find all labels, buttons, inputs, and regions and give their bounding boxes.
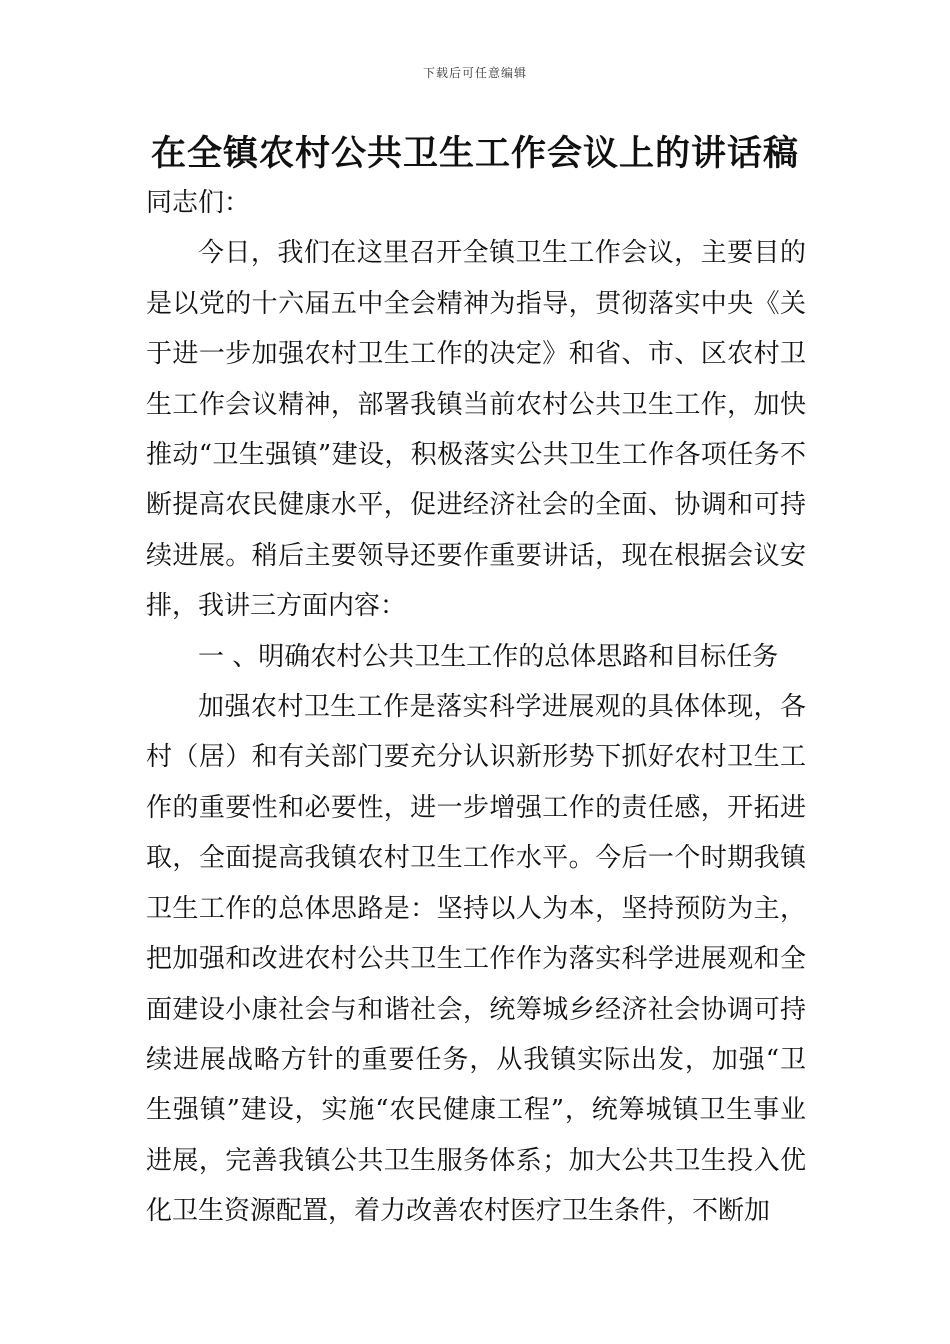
document-title: 在全镇农村公共卫生工作会议上的讲话稿 bbox=[150, 134, 799, 174]
paragraph-intro: 今日，我们在这里召开全镇卫生工作会议，主要目的是以党的十六届五中全会精神为指导，贯彻落实中央《关于进一步加强农村卫生工作的决定》和省、市、区农村卫生工作会议精神，部署我镇当前农村公共卫生工作，加快推动“卫生强镇”建设，积极落实公共卫生工作各项任务不断提高农民健康水平，促进经济社会的全面、协调和可持续进展。稍后主要领导还要作重要讲话，现在根据会议安排，我讲三方面内容： bbox=[146, 238, 806, 622]
header-note: 下载后可任意编辑 bbox=[422, 66, 527, 80]
paragraph-section-one: 加强农村卫生工作是落实科学进展观的具体体现，各村（居）和有关部门要充分认识新形势下抓好农村卫生工作的重要性和必要性，进一步增强工作的责任感，开拓进取，全面提高我镇农村卫生工作水平。今后一个时期我镇卫生工作的总体思路是：坚持以人为本，坚持预防为主，把加强和改进农村公共卫生工作作为落实科学进展观和全面建设小康社会与和谐社会，统筹城乡经济社会协调可持续进展战略方针的重要任务，从我镇实际出发，加强“卫生强镇”建设，实施“农民健康工程”，统筹城镇卫生事业进展，完善我镇公共卫生服务体系；加大公共卫生投入优化卫生资源配置，着力改善农村医疗卫生条件，不断加 bbox=[146, 692, 806, 1227]
salutation: 同志们： bbox=[146, 188, 251, 218]
document-body bbox=[146, 178, 806, 1237]
section-heading: 一 、明确农村公共卫生工作的总体思路和目标任务 bbox=[198, 641, 779, 672]
